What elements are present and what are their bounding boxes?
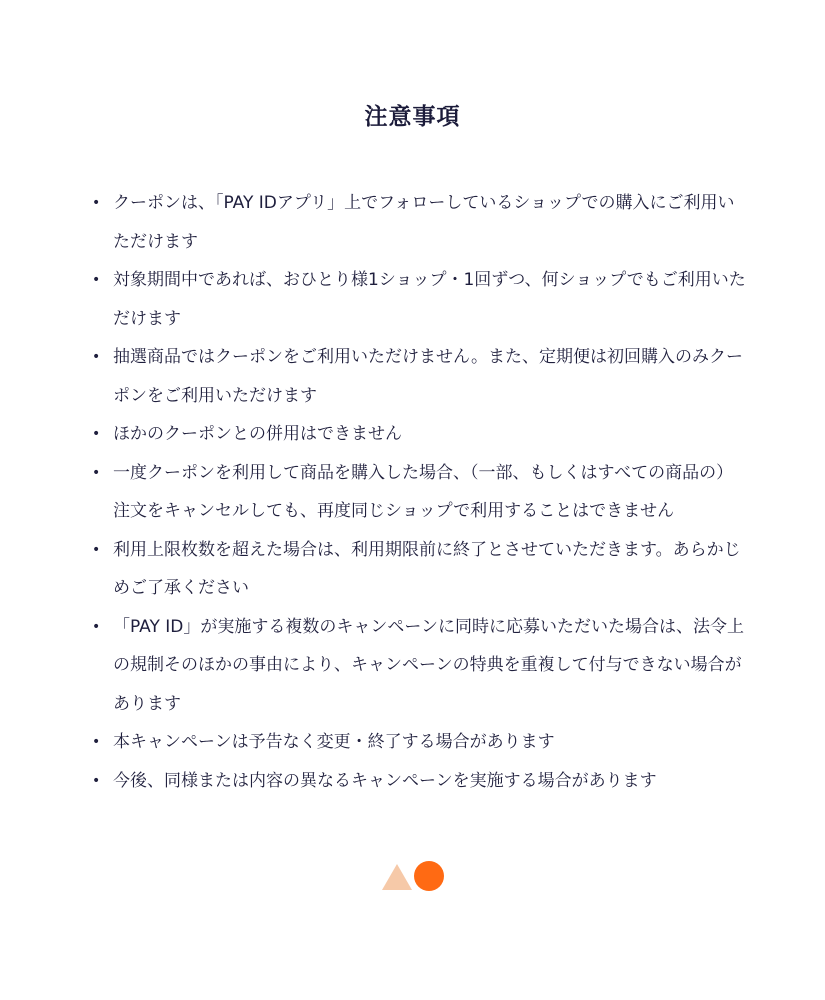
list-item — [88, 608, 748, 724]
bullet-icon: • — [92, 195, 101, 211]
note-text: 対象期間中であれば、おひとり様1ショップ・1回ずつ、何ショップでもご利用いただけます — [113, 270, 746, 329]
note-text: 本キャンペーンは予告なく変更・終了する場合があります — [113, 732, 555, 752]
note-text: 「PAY ID」が実施する複数のキャンペーンに同時に応募いただいた場合は、法令上の規制そのほかの事由により、キャンペーンの特典を重複して付与できない場合があります — [113, 616, 745, 714]
page-title: 注意事項 — [364, 104, 461, 130]
bullet-icon: • — [92, 734, 101, 750]
note-text: 一度クーポンを利用して商品を購入した場合、（一部、もしくはすべての商品の）注文をキャンセルしても、再度同じショップで利用することはできません — [113, 462, 734, 521]
bullet-icon: • — [92, 772, 101, 789]
note-text: 抽選商品ではクーポンをご利用いただけません。また、定期便は初回購入のみクーポンをご利用いただけます — [113, 347, 744, 406]
list-item — [88, 261, 748, 338]
list-item — [88, 338, 748, 415]
bullet-icon: • — [92, 541, 101, 558]
note-text: クーポンは、「PAY IDアプリ」上でフォローしているショップでの購入にご利用いただけます — [113, 193, 735, 252]
pay-id-logo-icon — [382, 858, 446, 894]
note-text: 利用上限枚数を超えた場合は、利用期限前に終了とさせていただきます。あらかじめご了承ください — [113, 539, 741, 598]
logo-triangle-shape — [382, 864, 412, 890]
bullet-icon: • — [92, 618, 101, 635]
list-item — [88, 762, 748, 801]
logo-circle-shape — [414, 861, 444, 891]
bullet-icon: • — [92, 464, 101, 481]
list-item — [88, 723, 748, 762]
list-item — [88, 415, 748, 454]
bullet-icon: • — [92, 272, 101, 288]
note-text: ほかのクーポンとの併用はできません — [113, 424, 402, 444]
list-item — [88, 184, 748, 261]
notes-list — [88, 184, 748, 800]
list-item — [88, 531, 748, 608]
note-text: 今後、同様または内容の異なるキャンペーンを実施する場合があります — [113, 770, 657, 791]
bullet-icon: • — [92, 426, 101, 442]
list-item — [88, 454, 748, 531]
bullet-icon: • — [92, 349, 101, 365]
